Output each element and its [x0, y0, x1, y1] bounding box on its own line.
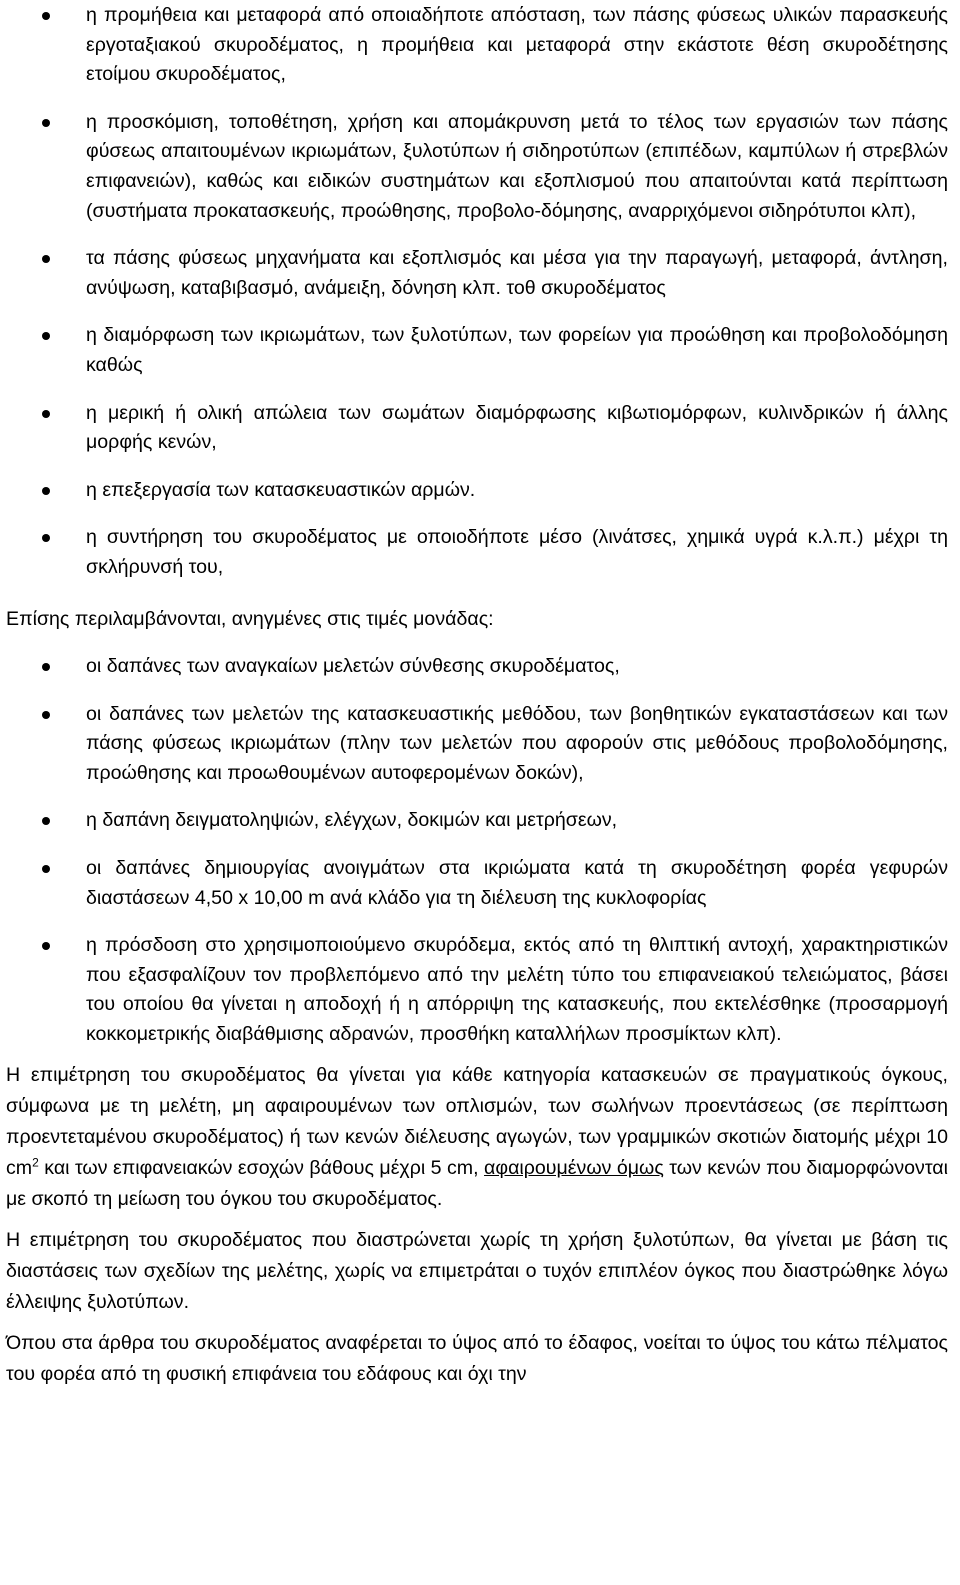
list-item-text: η μερική ή ολική απώλεια των σωμάτων διαμόρφωσης κιβωτιομόρφων, κυλινδρικών ή άλλης μορφής κενών, [86, 401, 948, 454]
list-item [0, 652, 960, 682]
bullet-icon [42, 711, 50, 719]
bullet-icon [42, 865, 50, 873]
list-item-text: η πρόσδοση στο χρησιμοποιούμενο σκυρόδεμα, εκτός από τη θλιπτική αντοχή, χαρακτηριστικών που εξασφαλίζουν τον προβλεπόμενο από την μελέτη τύπο του επιφανειακού τελειώματος, βάσει του οποίου θα γίνεται η αποδοχή ή η απόρριψη της κατασκευής, που εκτελέσθηκε (προσαρμογή κοκκομετρικής διαβάθμισης αδρανών, προσθήκη καταλλήλων προσμίκτων κλπ). [86, 934, 948, 1046]
list-item [0, 523, 960, 582]
bullet-icon [42, 487, 50, 495]
list-item [0, 399, 960, 458]
list-item-text: η συντήρηση του σκυροδέματος με οποιοδήποτε μέσο (λινάτσες, χημικά υγρά κ.λ.π.) μέχρι τη σκλήρυνσή του, [86, 526, 948, 578]
bullet-icon [42, 119, 50, 127]
list-item-text: η επεξεργασία των κατασκευαστικών αρμών. [86, 478, 476, 501]
list-item-text: η δαπάνη δειγματοληψιών, ελέγχων, δοκιμών και μετρήσεων, [86, 809, 618, 832]
bullet-icon [42, 817, 50, 825]
bullet-icon [42, 12, 50, 20]
bullet-icon [42, 410, 50, 418]
paragraph-text: Η επιμέτρηση του σκυροδέματος θα γίνεται για κάθε κατηγορία κατασκευών σε πραγματικούς όγκους, σύμφωνα με τη μελέτη, μη αφαιρουμένων των οπλισμών, των σωλήνων προεντάσεως (σε περίπτωση προεντεταμένου σκυροδέματος) ή των κενών διέλευσης αγωγών, των γραμμικών σκοτιών διατομής μέχρι 10 cm [6, 1063, 948, 1179]
bullet-icon [42, 942, 50, 950]
formwork-paragraph: Η επιμέτρηση του σκυροδέματος που διαστρώνεται χωρίς τη χρήση ξυλοτύπων, θα γίνεται με βάση τις διαστάσεις των σχεδίων της μελέτης, χωρίς να επιμετράται ο τυχόν επιπλέον όγκος που διαστρώθηκε λόγω έλλειψης ξυλοτύπων. [6, 1228, 948, 1313]
list-item [0, 244, 960, 303]
list-item-text: οι δαπάνες δημιουργίας ανοιγμάτων στα ικριώματα κατά τη σκυροδέτηση φορέα γεφυρών διαστάσεων 4,50 x 10,00 m ανά κλάδο για τη διέλευση της κυκλοφορίας [86, 857, 948, 909]
bullet-icon [42, 332, 50, 340]
list-item [0, 108, 960, 226]
list-item-text: τα πάσης φύσεως μηχανήματα και εξοπλισμός και μέσα για την παραγωγή, μεταφορά, άντληση, ανύψωση, καταβιβασμό, ανάμειξη, δόνηση κλπ. τοθ σκυροδέματος [86, 247, 948, 299]
list-item-text: οι δαπάνες των μελετών της κατασκευαστικής μεθόδου, των βοηθητικών εγκαταστάσεων και των πάσης φύσεως ικριωμάτων (πλην των μελετών που αφορούν στις μεθόδους προβολοδόμησης, προώθησης και προωθουμένων αυτοφερομένων δοκών), [86, 702, 948, 784]
list-item [0, 931, 960, 1049]
list-item [0, 806, 960, 836]
bullet-icon [42, 255, 50, 263]
paragraph-text: των κενών που διαμορφώνονται με σκοπό τη μείωση του όγκου του σκυροδέματος. [6, 1156, 948, 1210]
superscript: 2 [32, 1155, 39, 1170]
list-item [0, 476, 960, 506]
list-item [0, 700, 960, 789]
list-item [0, 1, 960, 90]
height-paragraph: Όπου στα άρθρα του σκυροδέματος αναφέρεται το ύψος από το έδαφος, νοείται το ύψος του κάτω πέλματος του φορέα από τη φυσική επιφάνεια του εδάφους και όχι την [6, 1331, 948, 1385]
list-item-text: η προσκόμιση, τοποθέτηση, χρήση και απομάκρυνση μετά το τέλος των εργασιών των πάσης φύσεως απαιτουμένων ικριωμάτων, ξυλοτύπων ή σιδηροτύπων (επιπέδων, καμπύλων ή στρεβλών επιφανειών), καθώς και ειδικών συστημάτων και εξοπλισμού που απαιτούνται κατά περίπτωση (συστήματα προκατασκευής, προώθησης, προβολο-δόμησης, αναρριχόμενοι σιδηρότυποι κλπ), [86, 110, 948, 222]
list-item [0, 321, 960, 380]
costs-bullet-list [0, 652, 960, 1050]
list-item-text: η προμήθεια και μεταφορά από οποιαδήποτε απόσταση, των πάσης φύσεως υλικών παρασκευής εργοταξιακού σκυροδέματος, η προμήθεια και μεταφορά στην εκάστοτε θέση σκυροδέτησης ετοίμου σκυροδέματος, [86, 4, 948, 86]
measurement-paragraph [0, 1060, 960, 1215]
list-item-text: η διαμόρφωση των ικριωμάτων, των ξυλοτύπων, των φορείων για προώθηση και προβολοδόμηση καθώς [86, 324, 948, 376]
bullet-icon [42, 534, 50, 542]
list-item-text: οι δαπάνες των αναγκαίων μελετών σύνθεσης σκυροδέματος, [86, 655, 620, 678]
list-item [0, 854, 960, 913]
intro-paragraph: Επίσης περιλαμβάνονται, ανηγμένες στις τιμές μονάδας: [6, 607, 494, 630]
underlined-text: αφαιρουμένων όμως [484, 1156, 664, 1179]
materials-bullet-list [0, 1, 960, 583]
bullet-icon [42, 663, 50, 671]
paragraph-text: και των επιφανειακών εσοχών βάθους μέχρι 5 cm, [38, 1156, 485, 1179]
